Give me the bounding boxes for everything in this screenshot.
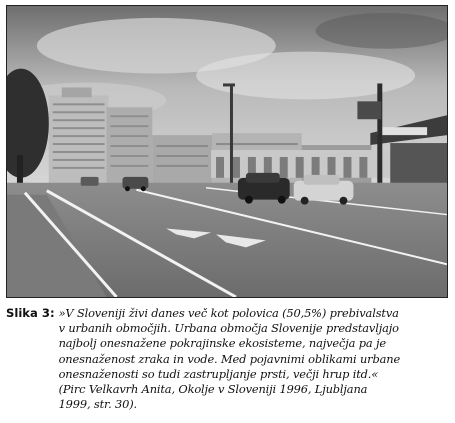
- figure-caption: [6, 306, 450, 412]
- caption-line: onesnaženost zraka in vode. Med pojavnimi oblikami urbane: [58, 351, 401, 366]
- caption-line: v urbanih območjih. Urbana območja Slovenije predstavljajo: [58, 321, 399, 336]
- caption-label-text: Slika 3: [6, 306, 50, 320]
- colonnade-building: [211, 150, 400, 178]
- caption-separator: :: [49, 306, 55, 320]
- caption-line: (Pirc Velkavrh Anita, Okolje v Sloveniji 1996, Ljubljana: [58, 382, 368, 397]
- caption-text: [59, 306, 450, 412]
- caption-line: najbolj onesnažene pokrajinske ekosisteme, največja pa je: [58, 336, 386, 351]
- caption-line: 1999, str. 30).: [58, 397, 137, 412]
- caption-label: [6, 306, 55, 321]
- caption-line: onesnaženosti so tudi zastrupljanje prsti, večji hrup itd.«: [58, 366, 379, 381]
- caption-line: »V Sloveniji živi danes več kot polovica (50,5%) prebivalstva: [58, 306, 399, 320]
- street-photo-image: [7, 6, 447, 297]
- street-photo: [6, 5, 448, 298]
- car: [81, 177, 99, 186]
